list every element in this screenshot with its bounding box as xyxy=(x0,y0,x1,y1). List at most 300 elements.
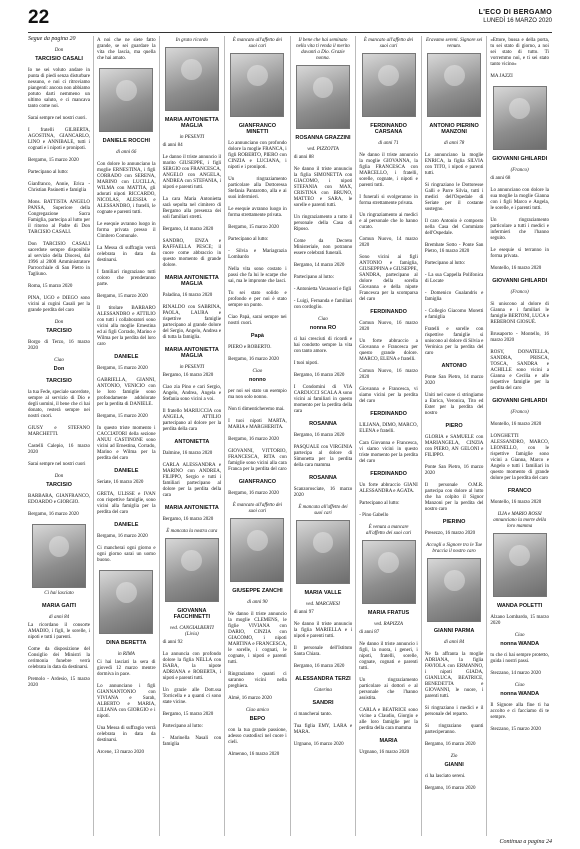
entry-text: In questo triste momento i CACCIATORI della sezione ANUU CASTINONE sono vicini ad Ernestina, Corrado, Marino e Wilma per la perdita del caro xyxy=(97,426,156,461)
obituary-entry xyxy=(490,188,549,212)
entry-text: Si ringraziano quanti parteciperanno. xyxy=(424,724,484,735)
obituary-entry xyxy=(163,135,222,149)
deceased-name: GIANNI PARMA xyxy=(433,628,475,634)
entry-text: Bergamo, 15 marzo 2020 xyxy=(228,225,279,230)
entry-text: MA JAZZI xyxy=(490,74,513,79)
entry-intro: È mancata all'affetto dei suoi cari xyxy=(298,505,348,516)
entry-intro: Il bene che hai seminato nella vita ti renda il merito davanti a Dio. Grazie nonna. xyxy=(296,38,350,61)
entry-text: - Pino Gabello xyxy=(359,513,389,518)
obituary-entry xyxy=(359,309,418,315)
entry-text: di anni 84 xyxy=(162,143,183,148)
obituary-entry xyxy=(359,255,418,303)
deceased-name: MARIA FRATUS xyxy=(367,610,410,616)
entry-text: Un grazie alle Dott.ssa Torricella e a quanti ci sono state vicine. xyxy=(162,688,222,705)
portrait-photo xyxy=(362,53,416,117)
entry-text: - La sua Cappella Polifonica di Locate xyxy=(424,273,484,284)
entry-text: Con dolore lo annunciano la moglie ERNESTINA, i figli CORRADO con SERENA, MARINO con LUCILLA, WILMA con MATTIA, gli adorati nipoti RICCARDO, NICOLAS, ALESSIA e ALESSANDRO, i fratelli, le cognate e parenti tutti. xyxy=(97,162,156,215)
portrait-photo xyxy=(165,538,219,602)
entry-text: GRETA, ULISSE e IVAN con rispettive famiglie, sono vicini alla famiglia per la perdita del caro xyxy=(97,492,156,515)
obituary-entry xyxy=(359,123,418,135)
publication-info xyxy=(479,9,552,25)
entry-text: Tua figlia EMY, LARA e MARA. xyxy=(293,724,353,735)
entry-text: Tu sei stato solido e profondo e per noi è stato sempre un punto. xyxy=(228,291,287,308)
entry-caption: (Franco) xyxy=(510,168,529,173)
obituary-entry xyxy=(97,150,156,156)
obituary-entry xyxy=(163,736,222,748)
entry-text: Castelli Calepio, 16 marzo 2020 xyxy=(28,444,91,455)
entry-text: Nella vita sono costato i passi che fa lui le scarpe che sai, ma le impronte che lasci. xyxy=(228,267,287,284)
obituary-entry xyxy=(97,750,156,756)
entry-text: tu che ci hai sempre protetto, guida i nostri passi. xyxy=(490,653,549,664)
entry-text: CARLA e BEATRICE sono vicine a Claudio, Giorgio e alle loro famiglie per la perdita della cara mamma xyxy=(359,708,418,731)
obituary-entry xyxy=(97,354,156,360)
entry-text: - Domenico Gualandris e famiglia xyxy=(424,291,484,302)
obituary-entry xyxy=(163,155,222,191)
deceased-name: MARIA GAITI xyxy=(42,603,77,609)
obituary-entry xyxy=(97,640,156,646)
obituary-entry xyxy=(490,727,549,733)
portrait-photo xyxy=(165,47,219,111)
obituary-entry xyxy=(97,534,156,540)
obituary-entry xyxy=(490,266,549,272)
deceased-name: nonna WANDA xyxy=(500,691,540,697)
entry-text: Premolo - Ardesio, 15 marzo 2020 xyxy=(28,677,91,688)
deceased-name: FERDINANDO xyxy=(370,309,407,315)
obituary-entry xyxy=(359,423,418,435)
obituary-entry xyxy=(228,503,287,582)
entry-text: Le esequie avranno luogo in forma strettamente privata. xyxy=(228,207,287,218)
entry-text: Bergamo, 16 marzo 2020 xyxy=(162,373,214,378)
obituary-entry xyxy=(97,684,156,720)
entry-text: Comun Nuovo, 14 marzo 2020 xyxy=(359,237,418,248)
obituary-entry xyxy=(359,339,418,363)
entry-text: Bergamo, 16 marzo 2020 xyxy=(293,433,345,438)
entry-text: Bergamo, 15 marzo 2020 xyxy=(28,158,79,163)
obituary-entry xyxy=(228,225,287,231)
obituary-entry xyxy=(294,38,353,129)
obituary-entry xyxy=(359,678,418,702)
obituary-entry xyxy=(490,38,549,68)
portrait-photo xyxy=(32,524,86,588)
entry-text: per noi sei stato un esempio ma non solo nonno. xyxy=(228,389,287,400)
portrait-photo xyxy=(230,53,284,117)
obituary-entry xyxy=(163,365,222,379)
obituary-entry xyxy=(359,195,418,207)
deceased-name: ROSANNA GRAZZINI xyxy=(295,135,351,141)
obituary-entry xyxy=(294,147,353,161)
entry-text: Un ringraziamento particolare ai dottori e al personale che l'hanno assistita. xyxy=(359,678,418,701)
obituary-entry xyxy=(425,219,484,237)
obituary-entry xyxy=(294,239,353,257)
entry-text: Lo annunciano con profondo dolore la moglie FRANCA, i figli ROBERTO, PIERO con CINZIA e LUCIANA, i nipoti e i pronipoti. xyxy=(228,141,287,170)
deceased-name: PIERO xyxy=(445,423,463,429)
obituary-entry xyxy=(425,327,484,357)
entry-text: Un forte abbraccio a Giovanna e Francesca per questo grande dolore. MARCO, ELENA e fratelli. xyxy=(359,339,418,362)
deceased-name: nonna RO xyxy=(309,325,337,331)
entry-text: Ponte San Pietro, 14 marzo 2020 xyxy=(424,375,484,386)
obituary-entry xyxy=(294,361,353,367)
obituary-entry xyxy=(425,742,484,748)
entry-text: Bergamo, 15 marzo 2020 xyxy=(162,712,214,717)
entry-text: Ringraziamo quanti ci saranno vicini nella preghiera. xyxy=(228,672,287,689)
entry-text: Una Messa di suffragio verrà celebrata in data da destinarsi. xyxy=(97,726,156,743)
entry-caption: di anni 84 xyxy=(443,640,465,645)
entry-text: - Collegio Giacomo Moretti e famiglia xyxy=(424,309,484,320)
page-number: 22 xyxy=(28,7,50,28)
entry-text: CARLA ALESSANDRA e MARINO con ANDREA, FILIPPO, Sergio e tutti i familiari partecipano al dolore per la perdita della cara xyxy=(162,463,222,498)
entry-text: Sarai sempre nel nostri cuori xyxy=(28,462,86,467)
entry-caption: in RIMA xyxy=(117,652,135,657)
obituary-entry xyxy=(28,462,90,468)
entry-caption: Don xyxy=(54,474,64,479)
deceased-name: GIOVANNA FACCHINETTI xyxy=(173,608,211,620)
entry-text: Il caro Antonio è composto nella Casa del Commiato dell'Ospedale. xyxy=(424,219,484,236)
obituary-entry xyxy=(490,248,549,260)
obituary-entry xyxy=(359,321,418,333)
entry-text: Bergamo, 16 marzo 2020 xyxy=(293,373,345,378)
obituary-entry xyxy=(228,389,287,401)
obituary-entry xyxy=(425,183,484,213)
obituary-entry xyxy=(228,38,287,117)
obituary-entry xyxy=(490,633,549,647)
publication-date: LUNEDÌ 16 MARZO 2020 xyxy=(483,18,552,24)
obituary-entry xyxy=(228,588,287,594)
obituary-entry xyxy=(359,38,418,117)
obituary-entry xyxy=(359,525,418,604)
entry-text: PIERO e ROBERTO. xyxy=(228,345,272,350)
entry-text: Ne fa affranta la moglie ADRIANA, la figlia FAVIOLA con ERMANNO, i nipoti GIADA, GIANLUCA, BEATRICE, BENEDETTA e GIOVANNI, le nuore, i parenti tutti. xyxy=(424,652,484,699)
obituary-entry xyxy=(359,622,418,636)
entry-text: Bergamo, 16 marzo 2020 xyxy=(97,534,148,539)
obituary-entry xyxy=(163,227,222,233)
deceased-name: DANIELE ROCCHI xyxy=(102,138,150,144)
obituary-entry xyxy=(28,358,90,372)
obituary-entry xyxy=(97,570,156,634)
entry-text: GABRIELLA, GIANNI, ANTONIO, VENICIO con le loro famiglie sono profondamente addolorate per la perdita di DANIELE. xyxy=(97,378,156,407)
entry-caption: in PESENTI xyxy=(179,365,205,370)
obituary-entry xyxy=(425,393,484,417)
obituary-entry xyxy=(425,38,484,117)
obituary-entry xyxy=(28,68,90,110)
entry-caption: Ciao xyxy=(514,633,525,638)
obituary-entry xyxy=(163,439,222,445)
obituary-entry xyxy=(359,501,418,507)
obituary-entry xyxy=(228,479,287,485)
entry-text: LONGHETTI ALESSANDRO, MARCO, LEONELLO, con le rispettive famiglie sono vicini a Gianna, Marco e Angelo e tutti i familiari in questo momento di grande dolore per la perdita del caro xyxy=(490,434,549,481)
entry-text: Lo annunciano i figli GIANNANTONIO con VIVIANA e Sarah, ALBERTO e MARIA, LILIANA con GIORGIO e i nipoti. xyxy=(97,684,156,719)
entry-text: Scanzorosciate, 16 marzo 2020 xyxy=(293,487,353,498)
entry-text: Ne danno il triste annuncio la moglie GIOVANNA, la figlia FRANCESCA con MARCELLO, i fratelli, sorelle, cognate, i nipoti e parenti tutti. xyxy=(359,153,418,188)
entry-text: Partecipano al lutto: xyxy=(28,170,69,175)
entry-text: di anni 87 xyxy=(359,630,380,635)
entry-text: Un ringraziamento a tutto il personale della Casa di Riposo. xyxy=(293,215,353,232)
deceased-name: MARIA ANTONIETTA MAGLIA xyxy=(164,117,219,129)
deceased-name: ANTONIO xyxy=(441,363,467,369)
obituary-entry xyxy=(425,519,484,525)
obituary-entry xyxy=(359,369,418,381)
column-5 xyxy=(290,36,356,836)
deceased-name: MARIA ANTONIETTA xyxy=(164,505,219,511)
entry-text: Partecipano al lutto: xyxy=(228,237,269,242)
entry-text: Un forte abbraccio GIANI ALESSANDRA e AGATA. xyxy=(359,483,418,494)
entry-text: La ricordano il consorte AMADIO, i figli, le sorelle, i nipoti e tutti i parenti. xyxy=(28,623,91,640)
entry-text: Ponte San Pietro, 16 marzo 2020 xyxy=(424,465,484,476)
obituary-entry xyxy=(163,529,222,602)
deceased-name: DANIELE xyxy=(114,354,139,360)
entry-text: GIOVANNI, VITTORIO, FRANCESCA, RITA con famiglie sono vicini alla cara Franca per la perdita del caro xyxy=(228,449,287,472)
entry-text: Le danno il triste annuncio il marito GIUSEPPE, i figli SERGIO con FRANCESCA, ANGELO con ANGELA, ANDREA con STEFANIA, i nipoti e parenti tutti. xyxy=(162,155,222,190)
obituary-entry xyxy=(163,409,222,433)
obituary-entry xyxy=(294,373,353,379)
obituary-entry xyxy=(163,724,222,730)
obituary-entry xyxy=(490,86,549,150)
obituary-entry xyxy=(28,128,90,152)
portrait-photo xyxy=(230,518,284,582)
entry-text: La Messa di suffragio verrà celebrata in data da destinarsi. xyxy=(97,246,156,263)
obituary-entry xyxy=(28,200,90,236)
obituary-entry xyxy=(425,754,484,768)
obituary-entry xyxy=(359,513,418,519)
obituary-entry xyxy=(228,207,287,219)
entry-text: Bergamo, 16 marzo 2020 xyxy=(228,437,279,442)
entry-text: Comun Nuovo, 16 marzo 2020 xyxy=(359,369,418,380)
obituary-entry xyxy=(28,474,90,488)
entry-text: Paladina, 16 marzo 2020 xyxy=(162,293,213,298)
obituary-entry xyxy=(294,287,353,293)
obituary-entry xyxy=(97,38,156,62)
entry-caption: Ci hai lasciato xyxy=(44,591,74,596)
entry-text: Bergamo, 16 marzo 2020 xyxy=(162,517,214,522)
obituary-entry xyxy=(425,652,484,700)
obituary-entry xyxy=(28,170,90,176)
deceased-name: FERDINANDO CARSANA xyxy=(370,123,407,135)
entry-text: - Luigi, Fernanda e familiari con cordoglio. xyxy=(293,299,353,310)
continuation-note: Continua a pagina 24 xyxy=(499,839,552,845)
obituary-entry xyxy=(163,608,222,620)
entry-intro: ILIA e MARIO ROSSI annunciano la morte della loro mamma xyxy=(493,512,547,529)
entry-text: con la tua grande passione, adesso custodisci nel cuore i cieli. xyxy=(228,728,287,745)
entry-text: Il personale dell'Istituto Santa Chiara. xyxy=(293,646,353,657)
obituary-entry xyxy=(425,261,484,267)
obituary-entry xyxy=(228,449,287,473)
obituary-entry xyxy=(97,294,156,300)
entry-caption: di anni 90 xyxy=(247,600,268,605)
deceased-name: MARIA ANTONIETTA MAGLIA xyxy=(164,347,219,359)
obituary-entry xyxy=(228,491,287,497)
portrait-photo xyxy=(296,520,350,584)
obituary-entry xyxy=(425,774,484,780)
obituary-entry xyxy=(490,278,549,284)
obituary-entry xyxy=(28,494,90,506)
entry-text: PINA, UGO e DIEGO sono vicini ai cugini Casali per la grande perdita del caro xyxy=(28,296,91,313)
obituary-entry xyxy=(425,543,484,622)
deceased-name: ANTONIO PIERINO MANZONI xyxy=(429,123,479,135)
obituary-entry xyxy=(294,676,353,682)
deceased-name: Papà xyxy=(250,333,264,339)
obituary-entry xyxy=(294,602,353,616)
obituary-entry xyxy=(425,640,484,646)
obituary-entry xyxy=(97,306,156,348)
obituary-entry xyxy=(228,752,287,758)
obituary-entry xyxy=(359,441,418,465)
obituary-entry xyxy=(228,407,287,413)
deceased-name: nonna WANDA xyxy=(500,641,540,647)
obituary-entry xyxy=(359,237,418,249)
obituary-entry xyxy=(294,337,353,355)
entry-text: Un ringraziamento ai medici e al personale che lo hanno curato. xyxy=(359,213,418,230)
portrait-photo xyxy=(427,53,481,117)
deceased-name: MARIA ANTONIETTA MAGLIA xyxy=(164,275,219,287)
obituary-entry xyxy=(228,333,287,339)
obituary-entry xyxy=(163,712,222,718)
obituary-entry xyxy=(228,696,287,702)
obituary-entry xyxy=(28,116,90,122)
obituary-entry xyxy=(294,385,353,415)
entry-text: Un ringraziamento particolare alla Dottoressa Stefania Pantarotto, alla e ai suoi infermieri. xyxy=(228,177,287,200)
entry-text: LILIANA, DIMO, MARCO, ELENA e fratelli. xyxy=(359,423,418,434)
entry-text: Ne danno il triste annuncio la figlia SIMONETTA con GIACOMO, i nipoti STEFANIA con MAX, CRISTINA con BRUNO, MATTEO e SARA, le sorelle e parenti tutti. xyxy=(293,167,353,208)
entry-text: I familiari ringraziano tutti coloro che prenderanno parte. xyxy=(97,270,156,287)
column-4 xyxy=(224,36,290,836)
obituary-entry xyxy=(359,153,418,189)
entry-text: Le esequie avranno luogo in forma privata presso il Cimitero Comunale. xyxy=(97,222,156,239)
column-1 xyxy=(28,36,93,836)
obituary-columns xyxy=(28,36,552,836)
entry-text: Il titolare BARBARO ALESSANDRO e ATTILIO con tutti i collaboratori sono vicini alla moglie Ernestina ed ai figli Corrado, Marino e Wilma per la perdita del loro caro xyxy=(97,306,156,347)
entry-text: Si ringraziano le Dottoresse Galli e Parre Silvia, tutti i medici dell'Ospedale di Seriate per il costante sostegno. xyxy=(424,183,484,212)
obituary-entry xyxy=(163,347,222,359)
deceased-name: ALESSANDRA TERZI xyxy=(295,676,351,682)
entry-text: Partecipano al lutto: xyxy=(162,724,203,729)
entry-text: Partecipano al lutto: xyxy=(359,501,400,506)
obituary-entry xyxy=(97,366,156,372)
entry-text: Lo annunciano con dolore la sua moglie la moglie Gianna con i figli Marco e Angela, le sorelle, e i parenti tutti. xyxy=(490,188,549,211)
entry-text: Brembate Sotto - Ponte San Pietro, 16 marzo 2020 xyxy=(424,243,484,254)
entry-text: Bergamo, 14 marzo 2020 xyxy=(162,227,214,232)
obituary-entry xyxy=(425,435,484,459)
entry-text: Partecipano al lutto: xyxy=(293,275,334,280)
column-8 xyxy=(486,36,552,836)
entry-text: Dalmine, 16 marzo 2020 xyxy=(162,451,213,456)
entry-text: Fratelli e sorelle con rispettive famiglie si uniscono al dolore di Silvia e Verónica per la perdita del caro xyxy=(424,327,484,356)
obituary-entry xyxy=(359,213,418,231)
deceased-name: MARIA xyxy=(379,738,398,744)
entry-text: ci mancherai tanto. xyxy=(293,712,332,717)
entry-text: Almè, 16 marzo 2020 xyxy=(228,696,272,701)
entry-text: Comun Nuovo, 16 marzo 2020 xyxy=(359,321,418,332)
obituary-entry xyxy=(97,546,156,564)
entry-text: Un ringraziamento particolare a tutti i medici e infermieri che l'hanno seguito. xyxy=(490,218,549,241)
obituary-entry xyxy=(425,628,484,634)
obituary-entry xyxy=(490,290,549,296)
entry-caption: ved. CANGIALBERTI (Livia) xyxy=(169,626,214,637)
entry-text: Le esequie si terranno in forma privata. xyxy=(490,248,549,259)
obituary-entry xyxy=(359,708,418,732)
obituary-entry xyxy=(228,237,287,243)
obituary-entry xyxy=(294,487,353,499)
entry-text: Montello, 16 marzo 2020 xyxy=(490,422,542,427)
entry-text: Presezzo, 16 marzo 2020 xyxy=(424,531,476,536)
deceased-name: BEPO xyxy=(249,716,266,722)
entry-caption: Caterina xyxy=(314,688,332,693)
obituary-entry xyxy=(28,182,90,194)
entry-text: di anni 97 xyxy=(293,610,314,615)
obituary-entry xyxy=(294,590,353,596)
entry-text: Arcene, 13 marzo 2020 xyxy=(97,750,144,755)
obituary-entry xyxy=(228,315,287,327)
obituary-entry xyxy=(97,246,156,264)
obituary-entry xyxy=(163,626,222,646)
entry-text: Ne danno il triste annuncio la moglie CLEMENS, le figlie VIVIANA con DARIO, CINZIA con GIACOMO, i nipoti MARTINA e FRANCESCA, le sorelle, i cognati, le cognate, i nipoti e parenti tutti. xyxy=(228,612,287,665)
obituary-entry xyxy=(359,610,418,616)
entry-intro: È venuta a mancare all'affetto dei suoi cari xyxy=(365,525,412,536)
entry-text: PASQUALE con VIRGINIA partecipa al dolore di Simonetta per la perdita della cara mamma xyxy=(293,445,353,468)
entry-intro: È mancata la nostra cara xyxy=(166,529,218,534)
obituary-entry xyxy=(490,683,549,697)
deceased-name: TARCISIO xyxy=(46,328,72,334)
obituary-entry xyxy=(28,390,90,420)
obituary-entry xyxy=(490,512,549,597)
entry-text: Bergamo, 16 marzo 2020 xyxy=(228,491,279,496)
obituary-entry xyxy=(294,275,353,281)
obituary-entry xyxy=(490,671,549,677)
entry-intro: Accogli o Signore tra le Tue braccia il nostro caro xyxy=(426,543,483,554)
deceased-name: GIANNI xyxy=(444,762,464,768)
entry-text: ROSY, DONATELLA, SANDRA, PRISCA, TOSCA, SANDRA e ACHILLE sono vicini a Gianna e Cecilia e alle rispettive famiglie per la perdita del caro xyxy=(490,350,549,391)
obituary-entry xyxy=(490,434,549,482)
obituary-entry xyxy=(294,622,353,640)
portrait-photo xyxy=(427,558,481,622)
obituary-entry xyxy=(28,524,90,597)
entry-text: Alzano Lombardo, 15 marzo 2020 xyxy=(490,615,549,626)
obituary-entry xyxy=(97,522,156,528)
obituary-entry xyxy=(490,410,549,416)
obituary-entry xyxy=(425,141,484,147)
obituary-entry xyxy=(97,138,156,144)
entry-caption: Don xyxy=(54,48,64,53)
obituary-entry xyxy=(490,350,549,392)
deceased-name: nonno xyxy=(249,377,266,383)
obituary-entry xyxy=(97,270,156,288)
obituary-entry xyxy=(97,378,156,408)
obituary-entry xyxy=(294,712,353,718)
entry-caption: di anni 71 xyxy=(378,141,399,146)
entry-text: La cara Maria Antonietta sarà sepolta nel cimitero di Bergamo alla presenza dei soli familiari stretti. xyxy=(162,197,222,220)
deceased-name: MARIA VALLE xyxy=(304,590,342,596)
entry-caption: Ciao xyxy=(514,683,525,688)
obituary-entry xyxy=(28,284,90,290)
entry-caption: Ciao xyxy=(252,369,263,374)
entry-text: ci ha lasciato sereni. xyxy=(424,774,466,779)
obituary-entry xyxy=(228,369,287,383)
entry-text: Bergamo, 15 marzo 2020 xyxy=(97,366,148,371)
obituary-entry xyxy=(425,273,484,285)
entry-text: Don TARCISIO CASALI sacerdote sempre disponibile al servizio della Diocesi, dal 1996 al 2000 Amministratore Parrocchiale di San Pietro in Tagliuno. xyxy=(28,242,91,277)
page-header xyxy=(28,6,552,33)
deceased-name: GIANFRANCO xyxy=(238,479,277,485)
entry-caption: di anni 66 xyxy=(116,150,137,155)
obituary-entry xyxy=(425,465,484,477)
entry-caption: Ciao amico xyxy=(245,708,270,713)
portrait-photo xyxy=(296,65,350,129)
obituary-entry xyxy=(228,600,287,606)
entry-text: «Ettore, bussa e della porta, tu sei stato di giorno, a noi sei stato di tutto. Ti vorremmo noi, e ti sei stato tanto vicino» xyxy=(490,38,549,67)
entry-intro: Eravamo sereni. Signore sei venuto. xyxy=(425,38,483,49)
entry-text: di anni 88 xyxy=(293,155,314,160)
portrait-photo xyxy=(99,68,153,132)
obituary-entry xyxy=(490,398,549,404)
entry-caption: ved. PIZZOTTA xyxy=(307,147,339,152)
